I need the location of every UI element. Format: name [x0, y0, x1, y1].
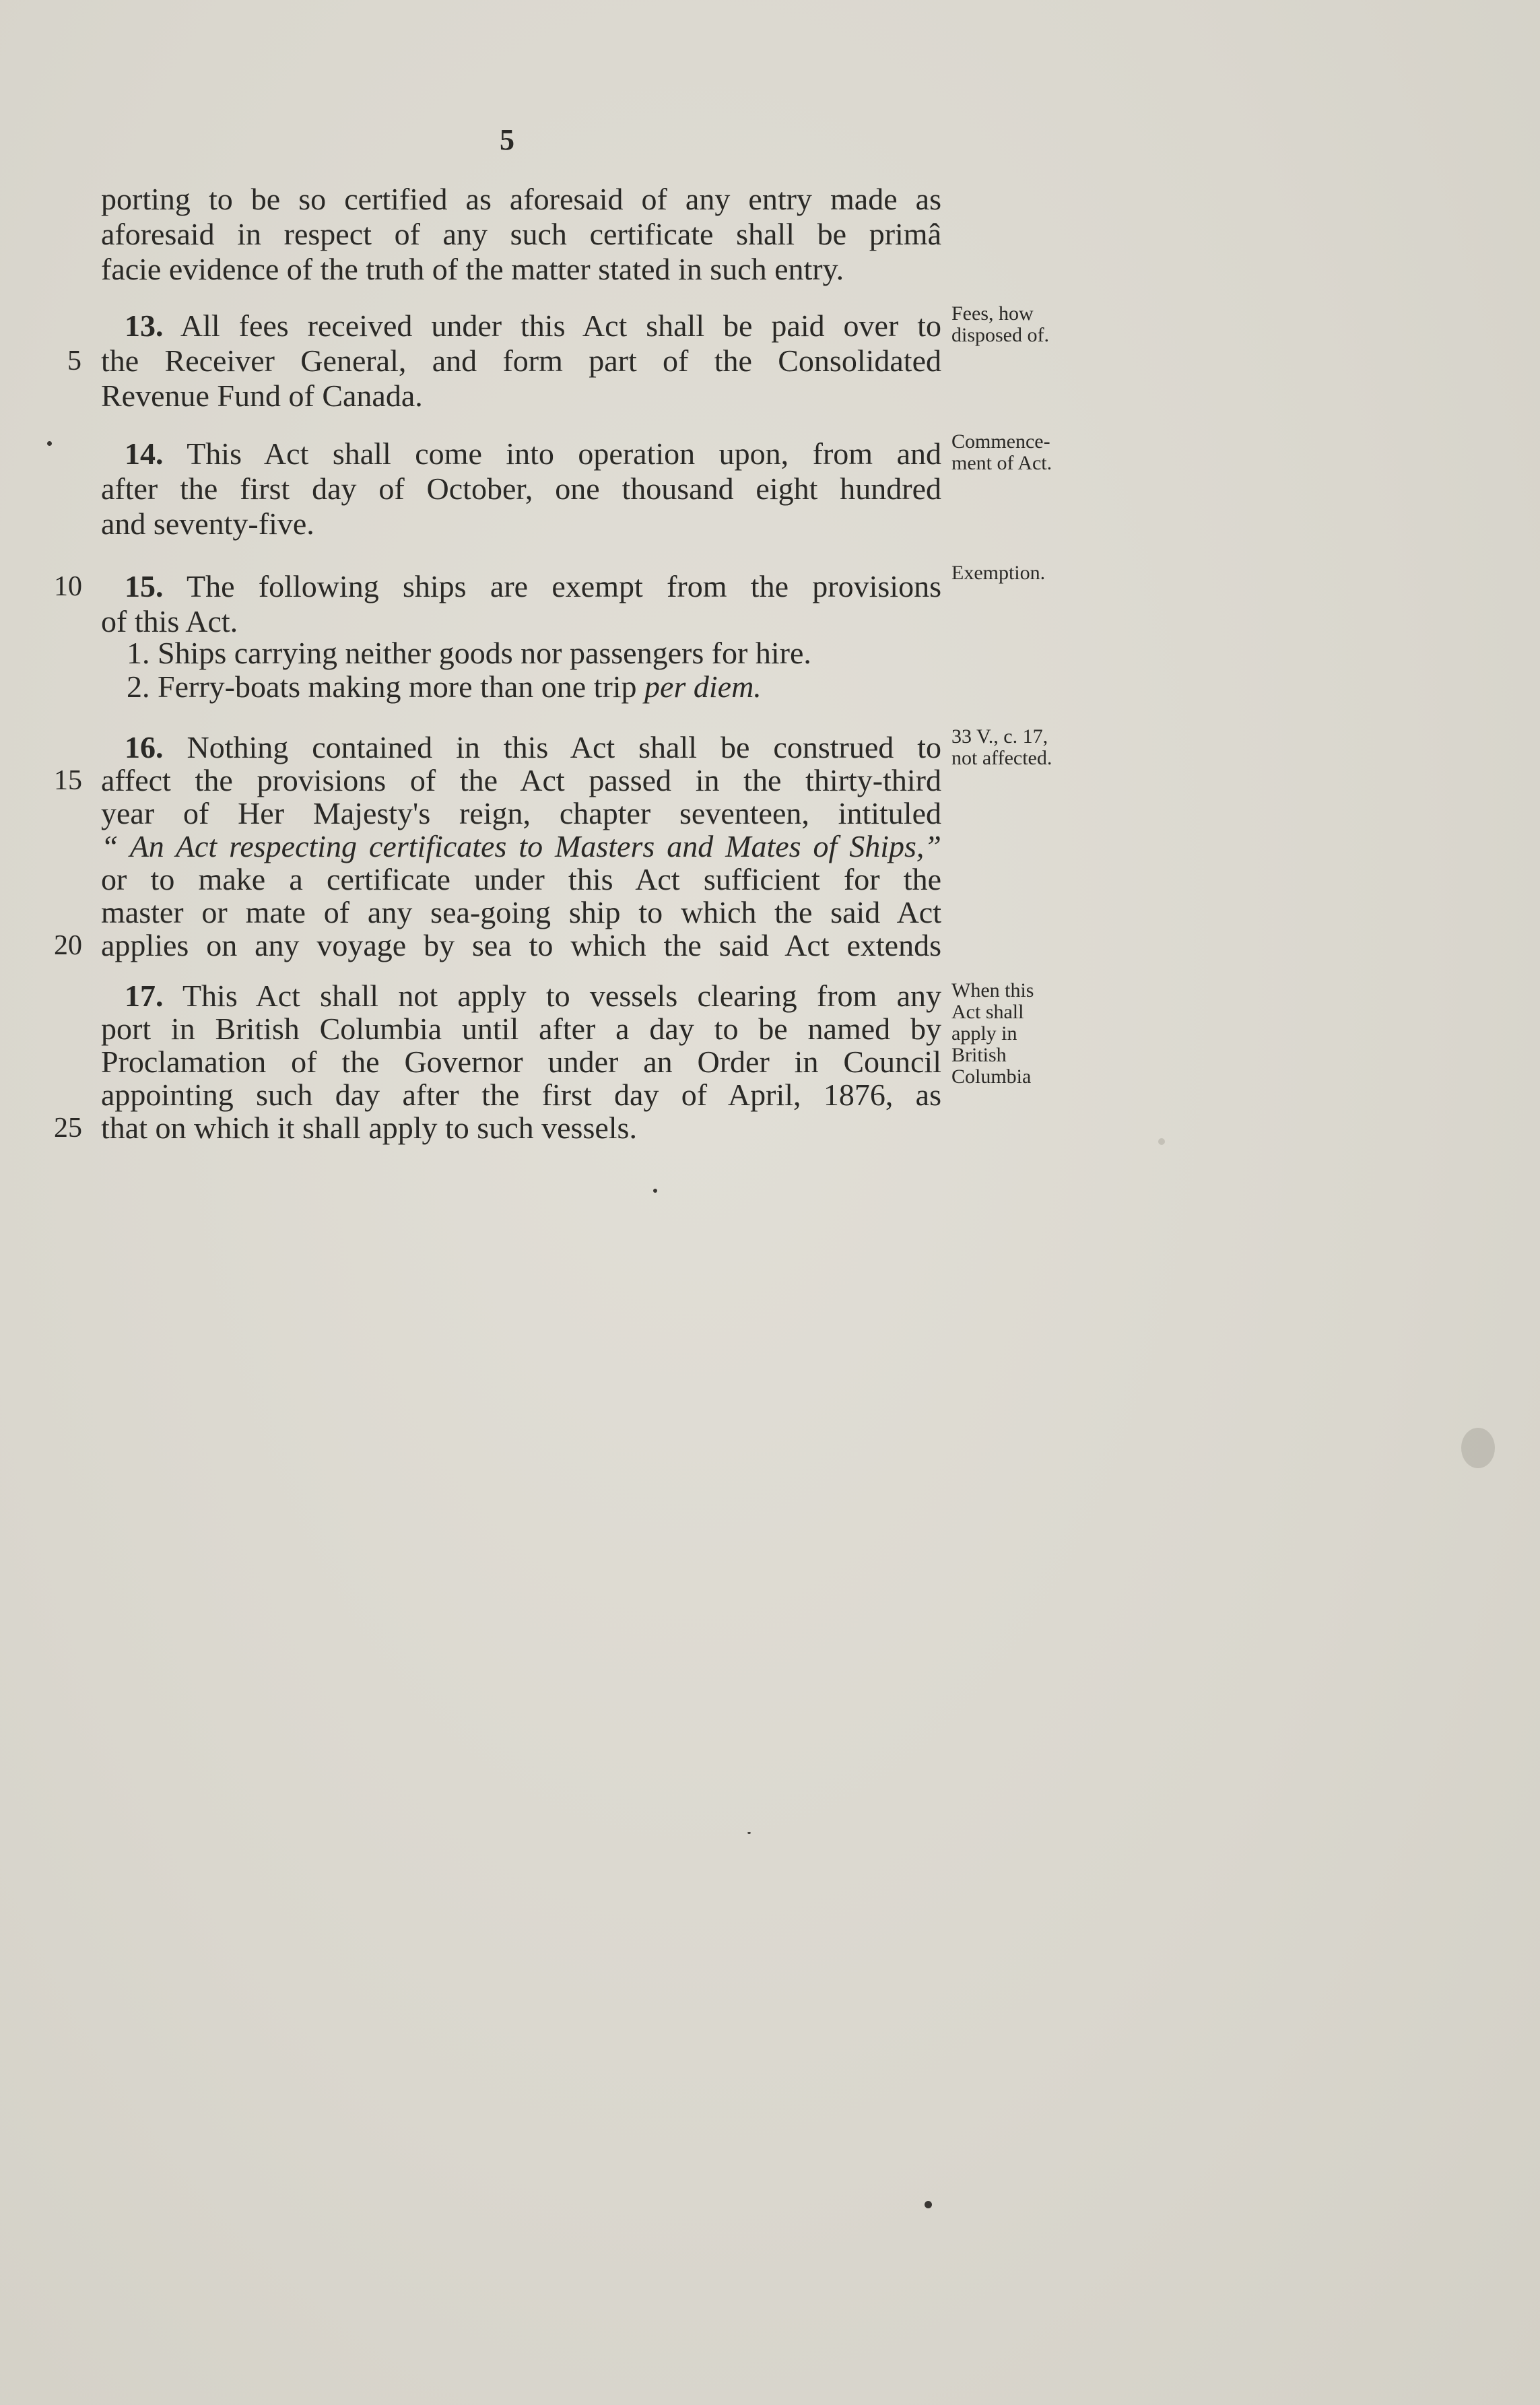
- margin-note: [951, 562, 1127, 584]
- margin-note-line: disposed of.: [951, 324, 1049, 346]
- paper-speck: [925, 2201, 932, 2208]
- text-segment: aforesaid in respect of any such certificate shall be primâ: [101, 217, 941, 251]
- section-number: 13.: [125, 308, 164, 343]
- text-line: [125, 979, 941, 1014]
- text-segment: The following ships are exempt from the provisions: [186, 569, 941, 603]
- margin-note: [951, 431, 1127, 474]
- text-line: affect the provisions of the Act passed in the thirty-third: [101, 763, 941, 797]
- text-line: facie evidence of the truth of the matter stated in such entry.: [101, 252, 844, 286]
- text-line: [125, 730, 941, 765]
- text-line: that on which it shall apply to such vessels.: [101, 1111, 637, 1145]
- margin-note-line: 33 V., c. 17,: [951, 725, 1048, 748]
- text-line: master or mate of any sea-going ship to which the said Act: [101, 895, 941, 929]
- text-segment: Nothing contained in this Act shall be construed to: [187, 730, 942, 764]
- text-line: of this Act.: [101, 604, 238, 638]
- margin-note-line: British: [951, 1044, 1007, 1066]
- line-number: 5: [67, 345, 81, 376]
- text-line: year of Her Majesty's reign, chapter seventeen, intituled: [101, 796, 941, 830]
- line-number: 20: [54, 930, 82, 961]
- margin-note: [951, 980, 1127, 1088]
- page-number: 5: [500, 123, 514, 156]
- margin-note-line: Columbia: [951, 1065, 1032, 1088]
- paper-speck: [653, 1189, 657, 1193]
- section-number: 15.: [125, 569, 164, 603]
- margin-note-line: apply in: [951, 1022, 1017, 1045]
- margin-note-line: Exemption.: [951, 562, 1046, 584]
- section-number: 14.: [125, 436, 164, 471]
- section-number: 17.: [125, 979, 164, 1013]
- text-segment: This Act shall not apply to vessels clearing from any: [182, 979, 942, 1013]
- text-line: porting to be so certified as aforesaid of any entry made as: [101, 182, 941, 216]
- paper-speck: [747, 1832, 751, 1834]
- text-line: and seventy-five.: [101, 506, 314, 541]
- text-line: or to make a certificate under this Act sufficient for the: [101, 862, 941, 896]
- margin-note: [951, 303, 1127, 346]
- text-line: applies on any voyage by sea to which the said Act extends: [101, 928, 941, 962]
- margin-note-line: Commence-: [951, 430, 1050, 453]
- margin-note-line: Fees, how: [951, 302, 1034, 325]
- text-line: [125, 308, 941, 343]
- margin-note-line: Act shall: [951, 1001, 1024, 1023]
- text-line: [125, 569, 941, 604]
- paper-speck: [47, 441, 52, 446]
- text-line: after the first day of October, one thousand eight hundred: [101, 471, 941, 506]
- text-line: appointing such day after the first day of April, 1876, as: [101, 1078, 941, 1112]
- margin-note-line: not affected.: [951, 747, 1052, 769]
- paper-stain: [1158, 1138, 1165, 1145]
- paper-stain: [1461, 1428, 1495, 1468]
- margin-note-line: When this: [951, 979, 1034, 1001]
- section-number: 16.: [125, 730, 164, 764]
- text-segment: 2. Ferry-boats making more than one trip: [127, 669, 637, 704]
- margin-note: [951, 726, 1127, 769]
- text-line: the Receiver General, and form part of the Consolidated: [101, 343, 941, 378]
- text-line: Proclamation of the Governor under an Order in Council: [101, 1045, 941, 1079]
- text-line: port in British Columbia until after a day to be named by: [101, 1012, 941, 1046]
- list-item: 1. Ships carrying neither goods nor passengers for hire.: [127, 636, 811, 670]
- text-line: [125, 436, 941, 471]
- margin-note-line: ment of Act.: [951, 452, 1052, 474]
- text-line: [101, 217, 941, 252]
- text-line: Revenue Fund of Canada.: [101, 378, 423, 413]
- line-number: 25: [54, 1113, 82, 1144]
- list-item: [127, 669, 941, 704]
- line-number: 10: [54, 571, 82, 602]
- text-segment: This Act shall come into operation upon, from and: [187, 436, 942, 471]
- text-segment: per diem.: [644, 669, 762, 704]
- text-line: “ An Act respecting certificates to Masters and Mates of Ships,”: [101, 829, 941, 863]
- text-segment: All fees received under this Act shall be paid over to: [180, 308, 941, 343]
- line-number: 15: [54, 765, 82, 796]
